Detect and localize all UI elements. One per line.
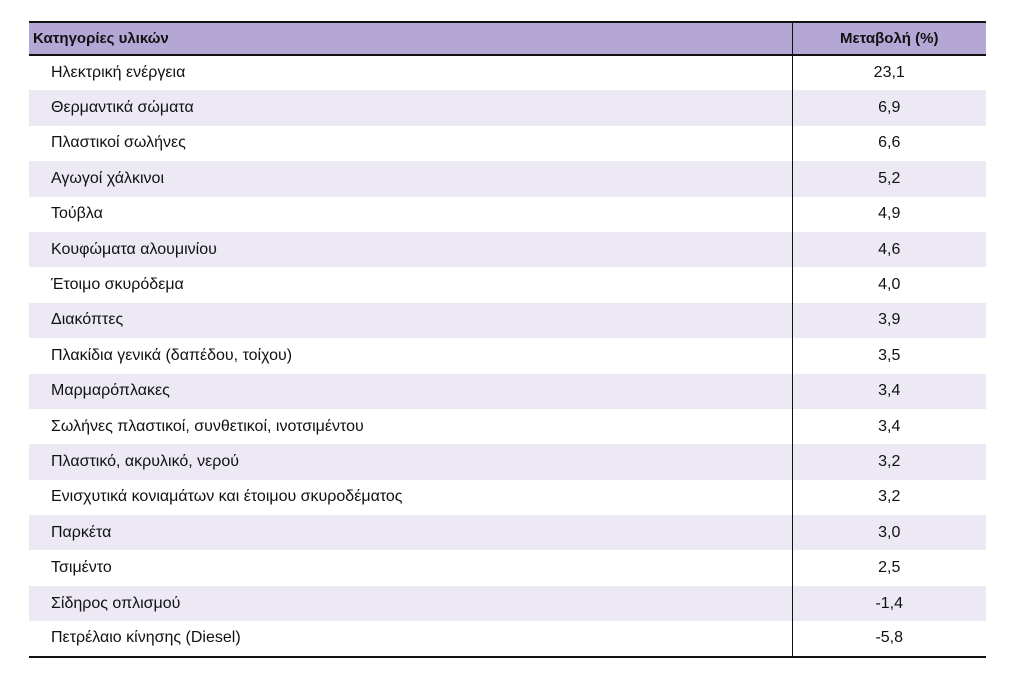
material-category-cell: Πετρέλαιο κίνησης (Diesel) <box>29 621 792 656</box>
material-category-cell: Σωλήνες πλαστικοί, συνθετικοί, ινοτσιμέντου <box>51 417 364 435</box>
material-category-cell: Ενισχυτικά κονιαμάτων και έτοιμου σκυροδέματος <box>51 488 403 506</box>
table-row <box>29 444 986 479</box>
material-category-cell: Παρκέτα <box>29 515 792 550</box>
table-row <box>29 161 986 196</box>
table-row <box>29 550 986 585</box>
table-row <box>29 232 986 267</box>
material-category-cell: Μαρμαρόπλακες <box>29 374 792 409</box>
table-row <box>29 303 986 338</box>
change-percent-cell: 3,4 <box>792 374 986 409</box>
table-row <box>29 197 986 232</box>
material-category-cell: Τούβλα <box>51 205 103 223</box>
change-percent-cell: 3,9 <box>792 303 986 338</box>
table-row <box>29 338 986 373</box>
table-row <box>29 480 986 515</box>
table-row <box>29 126 986 161</box>
materials-price-change-table <box>29 21 986 658</box>
change-percent-cell: 4,6 <box>792 232 986 267</box>
change-percent-cell: 6,9 <box>792 90 986 125</box>
change-percent-cell: 3,0 <box>792 515 986 550</box>
material-category-cell: Αγωγοί χάλκινοι <box>29 161 792 196</box>
change-percent-cell: -5,8 <box>792 621 986 656</box>
table-row <box>29 90 986 125</box>
change-percent-cell: 23,1 <box>792 55 986 90</box>
material-category-cell: Τσιμέντο <box>51 559 112 577</box>
header-change-percent: Μεταβολή (%) <box>792 22 986 55</box>
material-category-cell: Πλακίδια γενικά (δαπέδου, τοίχου) <box>51 346 293 364</box>
table-row <box>29 621 986 656</box>
change-percent-cell: 3,5 <box>792 338 986 373</box>
material-category-cell: Κουφώματα αλουμινίου <box>29 232 792 267</box>
table-row <box>29 55 986 90</box>
material-category-cell: Ηλεκτρική ενέργεια <box>51 64 186 82</box>
change-percent-cell: 5,2 <box>792 161 986 196</box>
change-percent-cell: 2,5 <box>792 550 986 585</box>
change-percent-cell: 3,4 <box>792 409 986 444</box>
change-percent-cell: 4,9 <box>792 197 986 232</box>
material-category-cell: Πλαστικό, ακρυλικό, νερού <box>29 444 792 479</box>
change-percent-cell: -1,4 <box>792 586 986 621</box>
material-category-cell: Διακόπτες <box>29 303 792 338</box>
materials-table-container <box>29 21 986 658</box>
material-category-cell: Πλαστικοί σωλήνες <box>51 134 186 152</box>
material-category-cell: Σίδηρος οπλισμού <box>29 586 792 621</box>
table-row <box>29 267 986 302</box>
material-category-cell: Θερμαντικά σώματα <box>29 90 792 125</box>
change-percent-cell: 3,2 <box>792 444 986 479</box>
table-row <box>29 374 986 409</box>
table-body <box>29 55 986 657</box>
change-percent-cell: 6,6 <box>792 126 986 161</box>
table-row <box>29 409 986 444</box>
header-category: Κατηγορίες υλικών <box>29 22 792 55</box>
change-percent-cell: 3,2 <box>792 480 986 515</box>
material-category-cell: Έτοιμο σκυρόδεμα <box>51 276 184 294</box>
change-percent-cell: 4,0 <box>792 267 986 302</box>
table-row <box>29 586 986 621</box>
table-row <box>29 515 986 550</box>
table-header-row <box>29 22 986 55</box>
